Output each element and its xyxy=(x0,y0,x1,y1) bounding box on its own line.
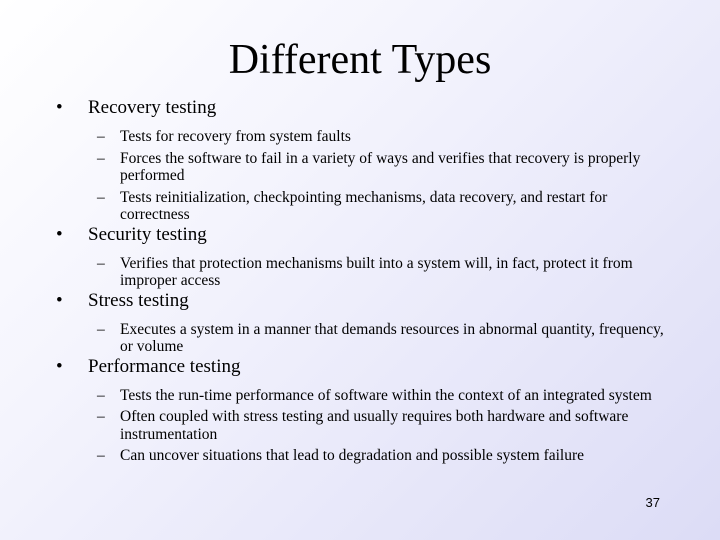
sub-bullet-text: Forces the software to fail in a variety of ways and verifies that recovery is properly performed xyxy=(120,149,641,184)
sub-bullet-list xyxy=(56,128,676,224)
sub-bullet-text: Tests the run-time performance of software within the context of an integrated system xyxy=(120,386,652,404)
sub-bullet-item xyxy=(56,189,670,224)
dash-icon: – xyxy=(97,188,105,206)
dash-icon: – xyxy=(97,386,105,404)
sub-bullet-item xyxy=(56,128,670,146)
sub-bullet-item xyxy=(56,447,670,465)
section-security-testing xyxy=(56,224,676,290)
sub-bullet-text: Executes a system in a manner that demands resources in abnormal quantity, frequency, or volume xyxy=(120,320,664,355)
sub-bullet-text: Tests for recovery from system faults xyxy=(120,128,351,145)
sub-bullet-text: Tests reinitialization, checkpointing mechanisms, data recovery, and restart for correctness xyxy=(120,188,608,223)
dash-icon: – xyxy=(97,254,105,272)
sub-bullet-list xyxy=(56,255,676,290)
slide-content xyxy=(56,97,676,465)
slide-title: Different Types xyxy=(228,37,492,83)
section-stress-testing xyxy=(56,290,676,356)
bullet-icon: • xyxy=(56,223,63,245)
section-recovery-testing xyxy=(56,97,676,224)
sub-bullet-item xyxy=(56,387,670,405)
section-heading: Stress testing xyxy=(88,289,189,311)
sub-bullet-text: Verifies that protection mechanisms built into a system will, in fact, protect it from improper access xyxy=(120,254,633,289)
section-heading: Security testing xyxy=(88,223,207,245)
page-number: 37 xyxy=(645,495,660,510)
sub-bullet-item xyxy=(56,150,670,185)
bullet-item xyxy=(56,224,676,246)
sub-bullet-item xyxy=(56,408,670,443)
bullet-item xyxy=(56,97,676,119)
dash-icon: – xyxy=(97,128,105,145)
sub-bullet-item xyxy=(56,255,670,290)
bullet-item xyxy=(56,290,676,312)
dash-icon: – xyxy=(97,149,105,167)
sub-bullet-text: Can uncover situations that lead to degradation and possible system failure xyxy=(120,447,585,464)
bullet-icon: • xyxy=(56,289,63,311)
sub-bullet-text: Often coupled with stress testing and usually requires both hardware and software instrumentation xyxy=(120,408,629,443)
bullet-icon: • xyxy=(56,97,63,118)
bullet-icon: • xyxy=(56,355,63,377)
section-heading: Performance testing xyxy=(88,355,241,377)
dash-icon: – xyxy=(97,447,105,464)
sub-bullet-item xyxy=(56,321,670,356)
dash-icon: – xyxy=(97,408,105,425)
bullet-item xyxy=(56,356,676,378)
sub-bullet-list xyxy=(56,321,676,356)
section-heading: Recovery testing xyxy=(88,97,217,118)
sub-bullet-list xyxy=(56,387,676,465)
dash-icon: – xyxy=(97,320,105,338)
section-performance-testing xyxy=(56,356,676,465)
